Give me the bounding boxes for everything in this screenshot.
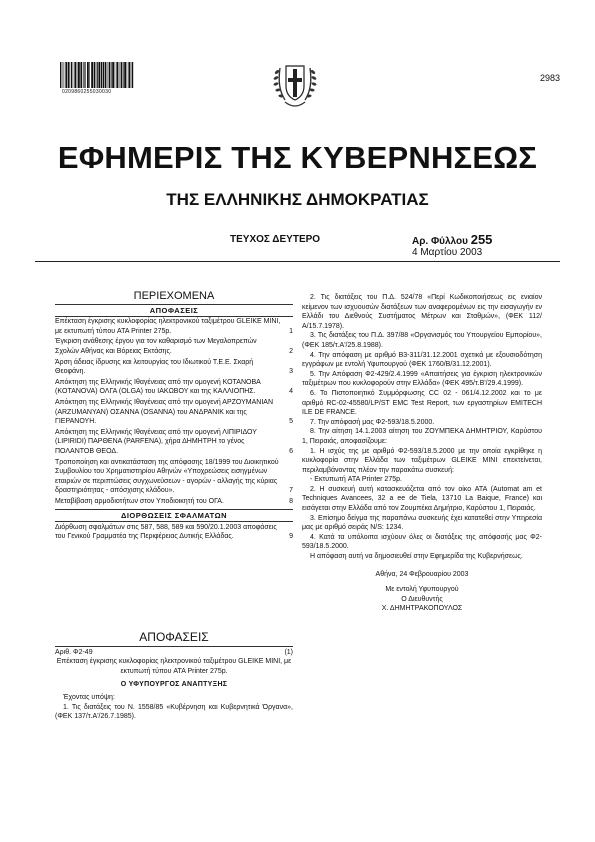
barcode-bar: [121, 62, 123, 88]
sheet-label: Αρ. Φύλλου: [412, 236, 468, 247]
contents-entry-text: Έγκριση ανάθεσης έργου για τον καθαρισμό των Μεγαλοπρεπών Σχολών Αθήνας και Βόρειας Εκτάσης.: [55, 338, 257, 355]
barcode-bar: [97, 62, 98, 88]
decision-reference: [55, 648, 293, 658]
paragraph: 5. Την Απόφαση Φ2-429/2.4.1999 «Απαιτήσεις για έγκριση ηλεκτρονικών ταξιμέτρων που κυκλοφορούν στην Ελλάδα» (ΦΕΚ 495/τ.Β'/29.4.1999).: [302, 370, 542, 388]
contents-entry: [55, 317, 293, 336]
contents-entry-text: Απόκτηση της Ελληνικής Ιθαγένειας από την ομογενή ΚΟΤΑΝΟΒΑ (KOTANOVA) ΟΛΓΑ (OLGA) του ΙΑΚΩΒΟΥ και της ΚΑΛΛΙΟΠΗΣ.: [55, 378, 261, 396]
barcode-bar: [112, 62, 114, 88]
paragraph: 3. Τις διατάξεις του Π.Δ. 397/88 «Οργανισμός του Υπουργείου Εμπορίου», (ΦΕΚ 185/τ.Α'/25.8.1988).: [302, 332, 542, 349]
contents-entry-page: 4: [289, 388, 293, 396]
decision-section: [55, 630, 293, 722]
barcode-bar: [116, 62, 118, 88]
signature-block: [302, 570, 542, 614]
divider: [55, 521, 293, 522]
contents-section: [55, 290, 293, 543]
barcode-bar: [80, 62, 82, 88]
barcode-bar: [131, 62, 132, 88]
decisions-subheading: ΑΠΟΦΑΣΕΙΣ: [149, 305, 199, 315]
signature-line-2: Ο Διευθυντής: [401, 595, 443, 603]
contents-entry: [55, 428, 293, 457]
contents-entry: [55, 378, 293, 397]
coat-of-arms-emblem: [265, 58, 325, 120]
divider: [55, 646, 293, 647]
contents-entry: [55, 523, 293, 542]
decisions-list: [55, 317, 293, 506]
barcode-bar: [111, 62, 112, 88]
barcode-bar: [71, 62, 72, 88]
contents-entry-page: 1: [289, 327, 293, 335]
barcode-bar: [115, 62, 116, 88]
contents-entry-page: 2: [289, 347, 293, 355]
paragraph: - Εκτυπωτή ATA Printer 275p.: [310, 476, 402, 484]
contents-entry-page: 8: [289, 497, 293, 505]
contents-entry-text: Τροποποίηση και αντικατάσταση της απόφασης 18/1999 του Διοικητικού Συμβουλίου του Χρηματιστηρίου Αθηνών «Υποχρεώσεις εισηγμένων εταιριών σε περιπτώσεις συγχωνεύσεων - αγορών - αλλαγής της κύριας δραστηριότητας - απόσχισης κλάδου».: [55, 458, 279, 495]
barcode-bar: [64, 62, 65, 88]
barcode-bar: [94, 62, 96, 88]
paragraph: 7. Την απόφασή μας Φ2-593/18.5.2000.: [310, 418, 435, 426]
paragraph: 4. Κατά τα υπόλοιπα ισχύουν όλες οι διατάξεις της απόφασής μας Φ2-593/18.5.2000.: [302, 533, 542, 551]
barcode-bar: [83, 62, 84, 88]
barcode-bar: [119, 62, 120, 88]
errata-subheading: ΔΙΟΡΘΩΣΕΙΣ ΣΦΑΛΜΑΤΩΝ: [120, 511, 228, 521]
contents-heading: ΠΕΡΙΕΧΟΜΕΝΑ: [133, 290, 215, 302]
contents-entry: [55, 497, 293, 507]
paragraph: 1. Η ισχύς της με αριθμό Φ2-593/18.5.2000 με την οποία εγκρίθηκε η κυκλοφορία στην Ελλάδα των ταξιμέτρων GLEIKE MINI επεκτείνεται, περιλαμβάνοντας πλέον την παρακάτω συσκευή:: [302, 447, 542, 474]
page-number: 2983: [539, 73, 560, 83]
sheet-number: 255: [470, 232, 493, 247]
decision-authority: Ο ΥΦΥΠΟΥΡΓΟΣ ΑΝΑΠΤΥΞΗΣ: [120, 681, 228, 689]
decision-item-1: 1. Τις διατάξεις του Ν. 1558/85 «Κυβέρνηση και Κυβερνητικά Όργανα», (ΦΕΚ 137/τ.Α'/26.7.1985).: [55, 703, 293, 721]
barcode-bar: [107, 62, 108, 88]
barcode-bar: [132, 62, 133, 88]
barcode-bar: [68, 62, 70, 88]
contents-entry-page: 3: [289, 368, 293, 376]
decision-continuation: [302, 293, 542, 614]
contents-entry-text: Διόρθωση σφαλμάτων στις 587, 588, 589 και 590/20.1.2003 αποφάσεις του Γενικού Γραμματέα της Περιφέρειας Δυτικής Ελλάδας.: [55, 523, 277, 541]
contents-entry-text: Μεταβίβαση αρμοδιοτήτων στον Υποδιοικητή του ΟΓΑ.: [55, 497, 224, 505]
decisions-heading: ΑΠΟΦΑΣΕΙΣ: [139, 630, 209, 644]
barcode-bar: [109, 62, 111, 88]
decision-considering: Έχοντας υπόψη:: [63, 693, 115, 701]
contents-entry: [55, 458, 293, 496]
barcode-bar: [91, 62, 93, 88]
contents-entry-page: 5: [289, 418, 293, 426]
barcode-bar: [101, 62, 102, 88]
paragraph-list: [302, 293, 542, 562]
contents-entry-page: 7: [289, 487, 293, 495]
paragraph: 8. Την αίτηση 14.1.2003 αίτηση του ΖΟΥΜΠΕΚΑ ΔΗΜΗΤΡΙΟΥ, Καρύστου 1, Πειραιάς, αποφασίζουμε:: [302, 428, 542, 445]
barcode-bar: [128, 62, 130, 88]
signature-line-1: Με εντολή Υφυπουργού: [385, 586, 459, 594]
gazette-title: ΕΦΗΜΕΡΙΣ ΤΗΣ ΚΥΒΕΡΝΗΣΕΩΣ: [57, 140, 538, 175]
barcode-number: 0209860255030030: [62, 89, 112, 95]
barcode-bar: [78, 62, 80, 88]
signatory-name: Χ. ΔΗΜΗΤΡΑΚΟΠΟΥΛΟΣ: [381, 605, 463, 613]
contents-entry-page: 9: [289, 533, 293, 541]
issue-date: 4 Μαρτίου 2003: [412, 247, 483, 258]
contents-entry: [55, 358, 293, 377]
barcode: [60, 62, 138, 88]
paragraph: 4. Την απόφαση με αριθμό Β3-311/31.12.2001 σχετικά με εξουσιοδότηση εγγράφων με εντολή Υφυπουργού (ΦΕΚ 1760/Β/31.12.2001).: [302, 351, 542, 369]
paragraph: 6. Το Πιστοποιητικό Συμμόρφωσης CC 02 - 061/4.12.2002 και το με αριθμό RC-02-45580/LP/ST EMC Test Report, των εργαστηρίων EMITECH ILE DE FRANCE.: [302, 389, 542, 417]
decision-number: Αριθ. Φ2-49: [55, 648, 93, 656]
barcode-bar: [123, 62, 124, 88]
paragraph: 3. Επίσημο δείγμα της παραπάνω συσκευής έχει κατατεθεί στην Υπηρεσία μας με αριθμό σειράς Ν/S: 1234.: [302, 514, 542, 532]
sheet-number-block: [412, 232, 492, 247]
barcode-bar: [74, 62, 76, 88]
contents-entry-text: Απόκτηση της Ελληνικής Ιθαγένειας από την ομογενή ΛΙΠΙΡΙΔΟΥ (LIPIRIDI) ΠΑΡΘΕΝΑ (PARFENA), χήρα ΔΗΜΗΤΡΗ το γένος ΠΟΛΑΝΤΟΒ ΘΕΟΔ.: [55, 428, 257, 455]
signature-place-date: Αθήνα, 24 Φεβρουαρίου 2003: [375, 570, 469, 578]
divider: [55, 316, 293, 317]
paragraph: 2. Τις διατάξεις του Π.Δ. 524/78 «Περί Κωδικοποιήσεως εις ενιαίον κείμενον των ισχυουσών διατάξεων των αναφερομένων εις την εισαγωγήν εν Ελλάδι του Διεθνούς Συστήματος Μέτρων και Σταθμών», (ΦΕΚ 112/Α/15.7.1978).: [302, 294, 542, 330]
barcode-bar: [103, 62, 105, 88]
paragraph: 2. Η συσκευή αυτή κατασκευάζεται από τον οίκο ATA (Automat am et Techniques Avancees, 32 a ee de Tiela, 13710 La Baique, France) και εισάγεται στην Ελλάδα από τον Ζουμπέκα Δημήτριο, Καρύστου 1, Πειραιάς.: [302, 485, 542, 513]
barcode-bar: [105, 62, 106, 88]
barcode-bar: [60, 62, 61, 88]
header-rule: [35, 261, 560, 262]
gazette-subtitle: ΤΗΣ ΕΛΛΗΝΙΚΗΣ ΔΗΜΟΚΡΑΤΙΑΣ: [166, 190, 429, 209]
divider: [55, 509, 293, 510]
decision-subject: Επέκταση έγκρισης κυκλοφορίας ηλεκτρονικού ταξιμέτρου GLEIKE MINI, με εκτυπωτή τύπου ATA Printer 275p.: [56, 658, 292, 675]
barcode-bar: [73, 62, 74, 88]
contents-entry-text: Άρση άδειας ίδρυσης και λειτουργίας του Ιδιωτικού Τ.Ε.Ε. Σκαρή Θεοφάνη.: [55, 358, 254, 376]
barcode-bar: [65, 62, 67, 88]
barcode-bar: [89, 62, 90, 88]
barcode-bar: [87, 62, 89, 88]
contents-entry-page: 6: [289, 447, 293, 455]
barcode-bar: [62, 62, 63, 88]
contents-entry: [55, 398, 293, 427]
contents-entry: [55, 337, 293, 356]
barcode-bar: [85, 62, 86, 88]
divider: [55, 304, 293, 305]
barcode-bar: [127, 62, 128, 88]
barcode-bar: [77, 62, 78, 88]
paragraph: Η απόφαση αυτή να δημοσιευθεί στην Εφημερίδα της Κυβερνήσεως.: [310, 553, 523, 561]
contents-entry-text: Επέκταση έγκρισης κυκλοφορίας ηλεκτρονικού ταξιμέτρου GLEIKE MINI, με εκτυπωτή τύπου ATA Printer 275p.: [55, 318, 281, 335]
barcode-bar: [124, 62, 126, 88]
barcode-bar: [98, 62, 100, 88]
contents-entry-text: Απόκτηση της Ελληνικής Ιθαγένειας από την ομογενή ΑΡΖΟΥΜΑΝΙΑΝ (ARZUMANYAN) ΟΣΑΝΝΑ (OSANNA) του ΑΝΔΡΑΝΙΚ και της ΓΙΕΡΑΝΟΥΗ.: [55, 398, 273, 426]
decision-index: (1): [284, 648, 293, 656]
errata-list: [55, 523, 293, 542]
issue-label: ΤΕΥΧΟΣ ΔΕΥΤΕΡΟ: [230, 234, 321, 245]
